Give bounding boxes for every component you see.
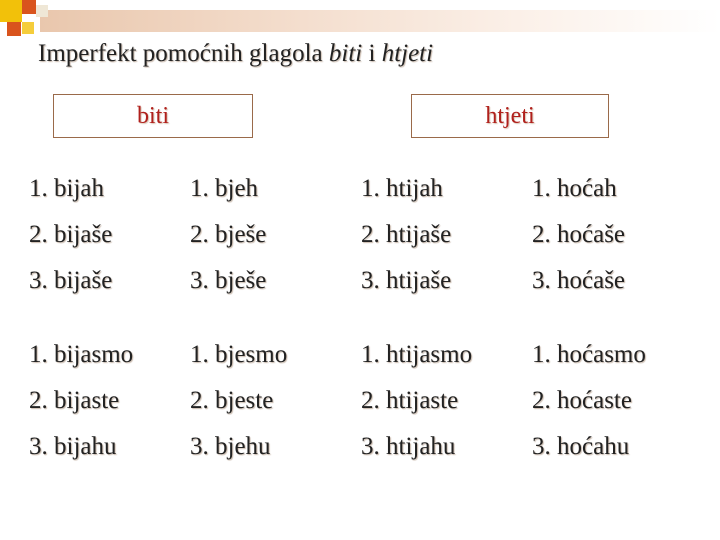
conjugation-form: 3. bijaše	[29, 267, 113, 294]
title-word-biti: biti	[328, 40, 363, 67]
conjugation-form: 2. htijaste	[361, 387, 459, 414]
column-biti-ijekavian-singular	[29, 166, 112, 304]
header-htjeti: htjeti	[411, 94, 609, 138]
conjugation-form: 1. htijah	[361, 175, 443, 202]
title-prefix: Imperfekt pomoćnih glagola	[38, 40, 329, 67]
decorative-square	[22, 0, 36, 14]
conjugation-form: 3. hoćaše	[532, 267, 626, 294]
conjugation-form: 1. hoćah	[532, 175, 617, 202]
decorative-square	[22, 22, 34, 34]
column-biti-short-plural	[190, 332, 287, 470]
conjugation-form: 2. bjeste	[190, 387, 274, 414]
conjugation-form: 3. bijahu	[29, 433, 117, 460]
decorative-square	[36, 5, 48, 17]
conjugation-form: 2. bijaše	[29, 221, 113, 248]
title-word-htjeti: htjeti	[381, 40, 434, 67]
conjugation-form: 2. bijaste	[29, 387, 120, 414]
conjugation-form: 3. bješe	[190, 267, 267, 294]
conjugation-form: 1. bjeh	[190, 175, 259, 202]
title-join: i	[362, 40, 382, 67]
column-htjeti-hoc-singular	[532, 166, 625, 304]
conjugation-form: 2. hoćaše	[532, 221, 626, 248]
slide-title	[38, 40, 433, 68]
column-htjeti-htij-plural	[361, 332, 472, 470]
conjugation-form: 3. htijaše	[361, 267, 452, 294]
decorative-square	[0, 0, 22, 22]
conjugation-form: 3. hoćahu	[532, 433, 630, 460]
conjugation-form: 1. bjesmo	[190, 341, 288, 368]
conjugation-form: 2. hoćaste	[532, 387, 632, 414]
column-biti-short-singular	[190, 166, 266, 304]
decorative-square	[7, 22, 21, 36]
column-htjeti-htij-singular	[361, 166, 451, 304]
column-htjeti-hoc-plural	[532, 332, 646, 470]
header-biti: biti	[53, 94, 253, 138]
conjugation-form: 2. bješe	[190, 221, 267, 248]
decorative-header-bar	[40, 10, 720, 32]
conjugation-form: 3. htijahu	[361, 433, 456, 460]
conjugation-form: 2. htijaše	[361, 221, 452, 248]
conjugation-form: 1. bijasmo	[29, 341, 134, 368]
conjugation-form: 1. htijasmo	[361, 341, 473, 368]
conjugation-form: 1. hoćasmo	[532, 341, 646, 368]
column-biti-ijekavian-plural	[29, 332, 133, 470]
conjugation-form: 3. bjehu	[190, 433, 271, 460]
conjugation-form: 1. bijah	[29, 175, 104, 202]
